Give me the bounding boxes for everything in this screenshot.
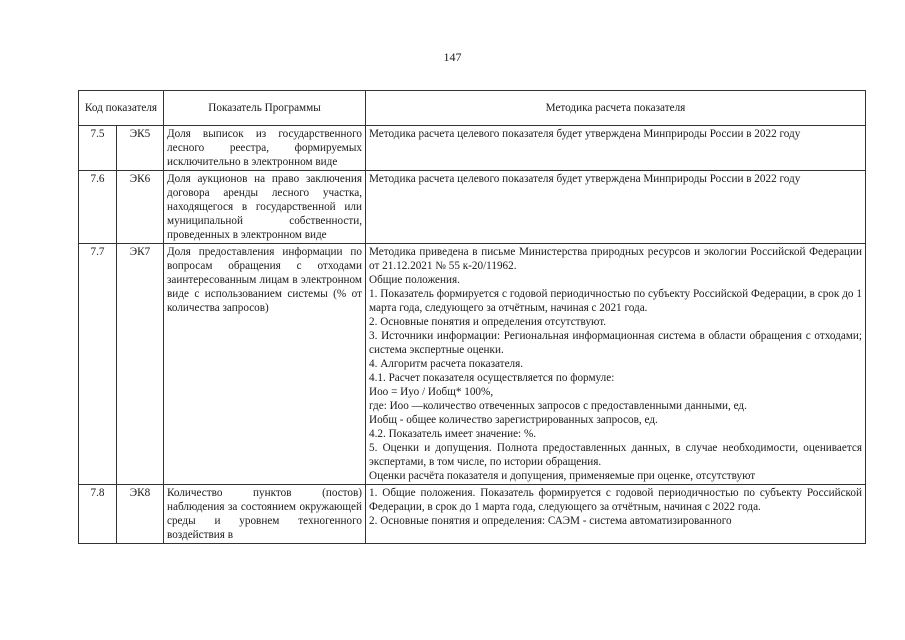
table-row <box>79 485 866 544</box>
method-line: Методика расчета целевого показателя будет утверждена Минприроды России в 2022 году <box>369 173 801 185</box>
row-code: ЭК8 <box>117 485 164 544</box>
method-line: 2. Основные понятия и определения: САЭМ - система автоматизированного <box>369 515 732 527</box>
table-row <box>79 126 866 171</box>
row-number: 7.5 <box>79 126 117 171</box>
row-number: 7.6 <box>79 171 117 244</box>
indicators-table <box>78 90 866 544</box>
row-method <box>366 171 866 244</box>
row-method <box>366 485 866 544</box>
table-row <box>79 244 866 485</box>
table-header-row <box>79 91 866 126</box>
table-row <box>79 171 866 244</box>
method-line: Общие положения. <box>369 274 460 286</box>
row-code: ЭК6 <box>117 171 164 244</box>
method-line: 4.1. Расчет показателя осуществляется по формуле: <box>369 372 615 384</box>
page-number: 147 <box>443 50 462 64</box>
row-code: ЭК7 <box>117 244 164 485</box>
row-indicator: Количество пунктов (постов) наблюдения за состоянием окружающей среды и уровнем техногенного воздействия в <box>164 485 366 544</box>
method-line: Методика расчета целевого показателя будет утверждена Минприроды России в 2022 году <box>369 128 801 140</box>
method-line: Иобщ - общее количество зарегистрированных запросов, ед. <box>369 414 658 426</box>
header-code: Код показателя <box>79 91 164 126</box>
method-line: 4. Алгоритм расчета показателя. <box>369 358 524 370</box>
method-line: 5. Оценки и допущения. Полнота предоставленных данных, в случае необходимости, оценивается экспертами, в том числе, по истории обращения. <box>369 442 862 468</box>
row-code: ЭК5 <box>117 126 164 171</box>
formula: Иоо = Иуо / Иобщ* 100%, <box>369 386 494 398</box>
row-method <box>366 244 866 485</box>
row-indicator: Доля предоставления информации по вопросам обращения с отходами заинтересованным лицам в электронном виде с использованием системы (% от количества запросов) <box>164 244 366 485</box>
method-line: Методика приведена в письме Министерства природных ресурсов и экологии Российской Федерации от 21.12.2021 № 55 к-20/11962. <box>369 246 862 272</box>
method-line: 2. Основные понятия и определения отсутствуют. <box>369 316 607 328</box>
method-line: Оценки расчёта показателя и допущения, применяемые при оценке, отсутствуют <box>369 470 756 482</box>
row-indicator: Доля выписок из государственного лесного реестра, формируемых исключительно в электронном виде <box>164 126 366 171</box>
row-indicator: Доля аукционов на право заключения договора аренды лесного участка, находящегося в государственной или муниципальной собственности, проведенных в электронном виде <box>164 171 366 244</box>
row-number: 7.8 <box>79 485 117 544</box>
method-line: 3. Источники информации: Региональная информационная система в области обращения с отходами; система экспертные оценки. <box>369 330 862 356</box>
method-line: 4.2. Показатель имеет значение: %. <box>369 428 537 440</box>
header-method: Методика расчета показателя <box>366 91 866 126</box>
method-line: 1. Показатель формируется с годовой периодичностью по субъекту Российской Федерации, в срок до 1 марта года, следующего за отчётным, начиная с 2021 года. <box>369 288 862 314</box>
header-indicator: Показатель Программы <box>164 91 366 126</box>
row-method <box>366 126 866 171</box>
method-line: где: Иоо —количество отвеченных запросов с предоставленными данными, ед. <box>369 400 747 412</box>
method-line: 1. Общие положения. Показатель формируется с годовой периодичностью по субъекту Российской Федерации, в срок до 1 марта года, следующего за отчётным, начиная с 2022 года. <box>369 487 862 513</box>
row-number: 7.7 <box>79 244 117 485</box>
